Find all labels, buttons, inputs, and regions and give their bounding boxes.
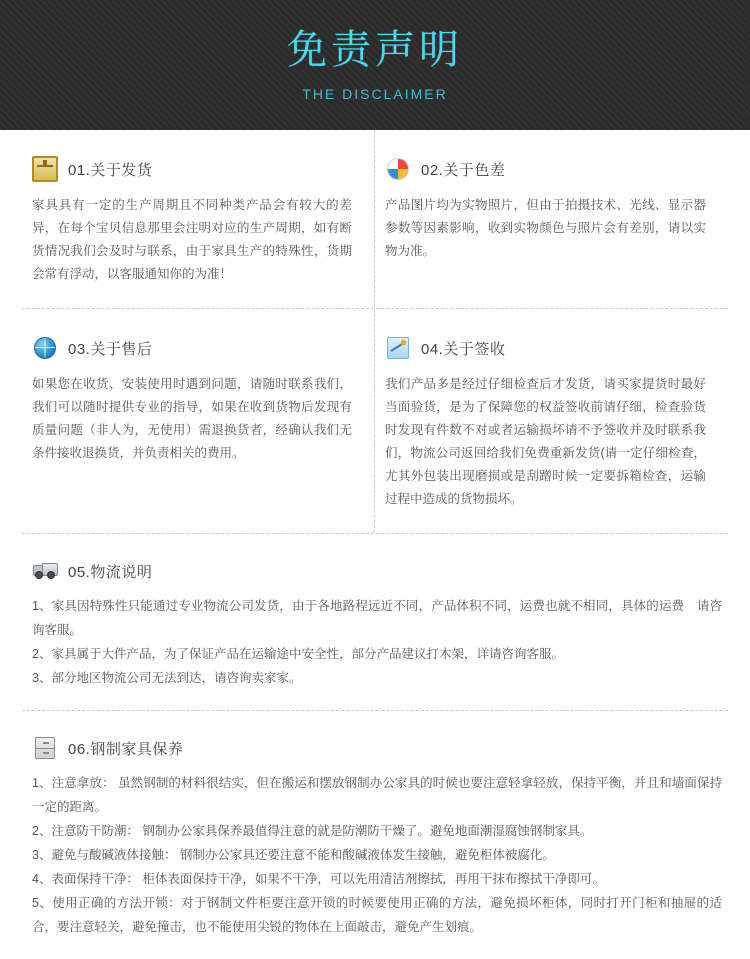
section-body: 如果您在收货、安装使用时遇到问题，请随时联系我们，我们可以随时提供专业的指导，如果在收到货物后发现有质量问题（非人为，无使用）需退换货者，经确认我们无条件接收退换货，并负责相关的费用。 — [32, 377, 352, 460]
grid-row-1 — [22, 130, 728, 308]
section-title: 03.关于售后 — [68, 340, 153, 358]
disclaimer-grid — [0, 130, 750, 959]
steel-cabinet-icon — [32, 735, 58, 761]
section-heading — [32, 156, 352, 182]
color-wheel-icon — [385, 156, 411, 182]
page-title: 免责声明 — [287, 28, 463, 72]
page-subtitle: THE DISCLAIMER — [302, 86, 448, 102]
section-title: 02.关于色差 — [421, 161, 506, 179]
list-item: 3、部分地区物流公司无法到达，请咨询卖家家。 — [32, 671, 302, 685]
section-body: 我们产品多是经过仔细检查后才发货，请买家提货时最好当面验货，是为了保障您的权益签收前请仔细，检查验货时发现有件数不对或者运输损坏请不予签收并及时联系我们，物流公司返回给我们免费重新发货(请一定仔细检查，尤其外包装出现磨损或是刮蹭时候一定要拆箱检查，运输过程中造成的货物损坏。 — [385, 377, 706, 506]
section-card-aftersales — [22, 309, 375, 533]
signature-icon — [385, 335, 411, 361]
disclaimer-banner — [0, 0, 750, 130]
section-title: 06.钢制家具保养 — [68, 740, 184, 758]
section-heading — [32, 335, 352, 361]
list-item: 2、注意防干防潮： 钢制办公家具保养最值得注意的就是防潮防干燥了。避免地面潮湿腐蚀钢制家具。 — [32, 824, 593, 838]
list-item: 5、使用正确的方法开锁：对于钢制文件柜要注意开锁的时候要使用正确的方法，避免损坏柜体，同时打开门柜和抽屉的适合，要注意轻关，避免撞击，也不能使用尖锐的物体在上面敲击，避免产生划痕。 — [32, 896, 722, 934]
list-item: 1、注意拿放： 虽然钢制的材料很结实，但在搬运和摆放钢制办公家具的时候也要注意轻拿轻放，保持平衡，并且和墙面保持一定的距离。 — [32, 776, 722, 814]
section-card-logistics — [22, 534, 728, 710]
section-card-maintenance — [22, 711, 728, 959]
list-item: 2、家具属于大件产品，为了保证产品在运输途中安全性，部分产品建议打木架，详请咨询客服。 — [32, 647, 564, 661]
section-heading — [32, 735, 722, 761]
section-card-signing — [375, 309, 728, 533]
section-heading — [385, 156, 706, 182]
list-item: 4、表面保持干净： 柜体表面保持干净，如果不干净，可以先用清洁剂擦拭，再用干抹布擦拭干净即可。 — [32, 872, 605, 886]
globe-service-icon — [32, 335, 58, 361]
section-body: 家具具有一定的生产周期且不同种类产品会有较大的差异，在每个宝贝信息那里会注明对应的生产周期，如有断货情况我们会及时与联系，由于家具生产的特殊性，货期会常有浮动，以客服通知你的为准！ — [32, 198, 352, 281]
section-heading — [32, 558, 722, 584]
section-card-color — [375, 130, 728, 308]
list-item: 1、家具因特殊性只能通过专业物流公司发货，由于各地路程远近不同，产品体积不同，运费也就不相同，具体的运费 请咨询客服。 — [32, 599, 722, 637]
section-title: 01.关于发货 — [68, 161, 153, 179]
section-title: 04.关于签收 — [421, 340, 506, 358]
grid-row-2 — [22, 309, 728, 533]
list-item: 3、避免与酸碱液体接触： 钢制办公家具还要注意不能和酸碱液体发生接触，避免柜体被腐化。 — [32, 848, 555, 862]
section-title: 05.物流说明 — [68, 563, 153, 581]
section-body: 产品图片均为实物照片，但由于拍摄技术、光线、显示器参数等因素影响，收到实物颜色与照片会有差别，请以实物为准。 — [385, 198, 706, 258]
delivery-box-icon — [32, 156, 58, 182]
truck-icon — [32, 558, 58, 584]
section-card-shipping — [22, 130, 375, 308]
section-heading — [385, 335, 706, 361]
